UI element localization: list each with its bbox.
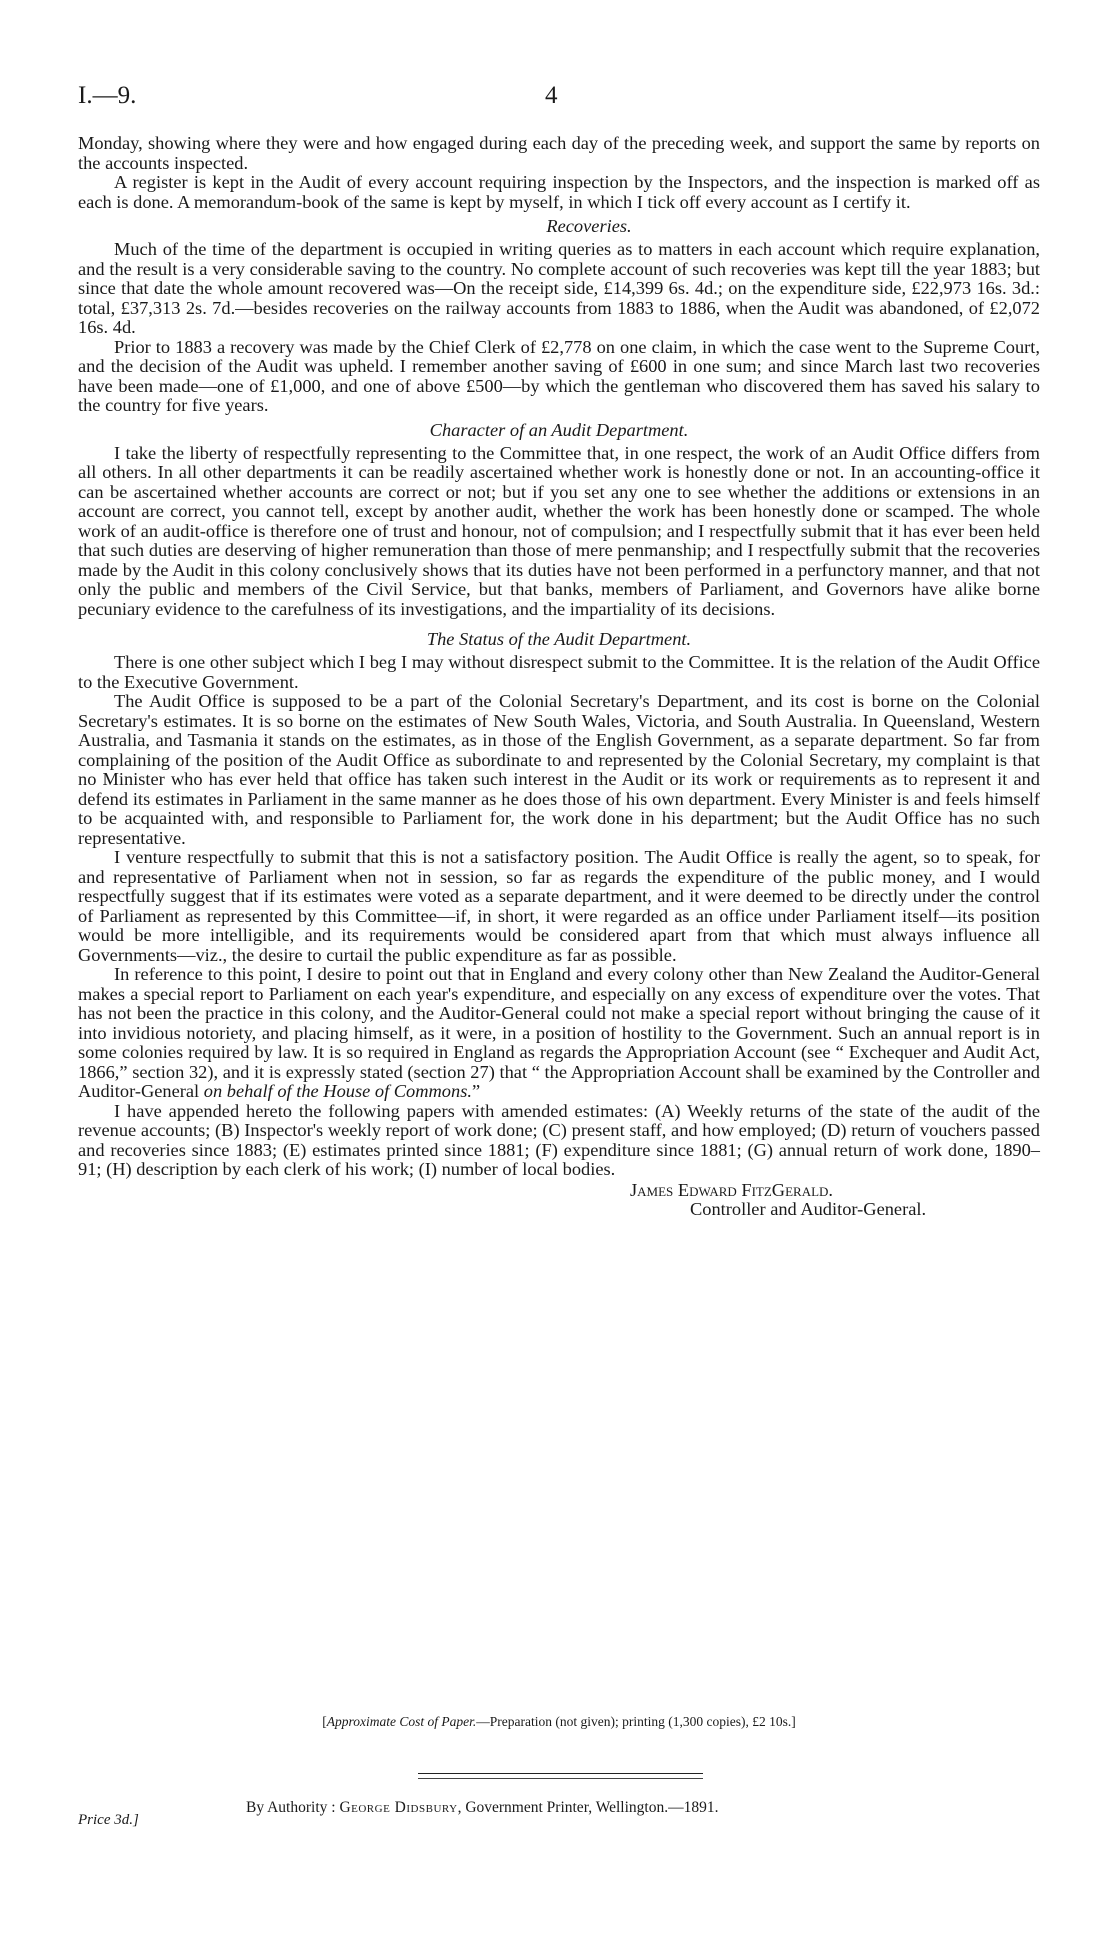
closing-quote: ” (471, 1081, 481, 1101)
document-body (78, 134, 1040, 1220)
cost-label: Approximate Cost of Paper. (326, 1714, 477, 1729)
footer-rule (418, 1773, 703, 1774)
paragraph: I venture respectfully to submit that this is not a satisfactory position. The Audit Office is really the agent, so to speak, for and representative of Parliament when not in session, so far as regards the expenditure of the public money, and I would respectfully suggest that if its estimates were voted as a separate department, and it were deemed to be directly under the control of Parliament as represented by this Committee—if, in short, it were regarded as an office under Parliament itself—its position would be more intelligible, and its requirements would be considered apart from that which must always influence all Governments—viz., the desire to curtail the public expenditure as far as possible. (78, 847, 1040, 965)
section-heading-recoveries: Recoveries. (546, 216, 632, 236)
section-heading-character: Character of an Audit Department. (429, 419, 689, 440)
signature-title: Controller and Auditor-General. (690, 1199, 927, 1219)
cost-of-paper-note: [Approximate Cost of Paper.—Preparation (not given); printing (1,300 copies), £2 10s.] (322, 1714, 796, 1729)
paragraph: Much of the time of the department is occupied in writing queries as to matters in each account which require explanation, and the result is a very considerable saving to the country. No complete account of such recoveries was kept till the year 1883; but since that date the whole amount recovered was—On the receipt side, £14,399 6s. 4d.; on the expenditure side, £22,973 16s. 3d.: total, £37,313 2s. 7d.—besides recoveries on the railway accounts from 1883 to 1886, when the Audit was abandoned, of £2,072 16s. 4d. (78, 239, 1040, 337)
paragraph: Monday, showing where they were and how engaged during each day of the preceding week, and support the same by reports on the accounts inspected. (78, 133, 1040, 173)
paragraph-text: In reference to this point, I desire to point out that in England and every colony other than New Zealand the Auditor-General makes a special report to Parliament on each year's expenditure, and especially on any excess of expenditure over the votes. That has not been the practice in this colony, and the Auditor-General could not make a special report without bringing the cause of it into invidious notoriety, and placing himself, as it were, in a position of hostility to the Government. Such an annual report is in some colonies required by law. It is so required in England as regards the Appropriation Account (see “ Exchequer and Audit Act, 1866,” section 32), and it is expressly stated (section 27) that “ the Appropriation Account shall be examined by the Controller and Auditor-General (78, 964, 1040, 1101)
printer-name: George Didsbury (339, 1799, 458, 1816)
paragraph: I have appended hereto the following papers with amended estimates: (A) Weekly returns of the state of the audit of the revenue accounts; (B) Inspector's weekly report of work done; (C) present staff, and how employed; (D) return of vouchers passed and recoveries since 1883; (E) estimates printed since 1881; (F) expenditure since 1881; (G) annual return of work done, 1890–91; (H) description by each clerk of his work; (I) number of local bodies. (78, 1100, 1040, 1179)
paragraph: A register is kept in the Audit of every account requiring inspection by the Inspectors, and the inspection is marked off as each is done. A memorandum-book of the same is kept by myself, in which I tick off every account as I certify it. (78, 172, 1040, 212)
price-note: Price 3d.] (78, 1812, 139, 1828)
page-number: 4 (545, 82, 558, 109)
emphasis-text: on behalf of the House of Commons. (203, 1081, 472, 1101)
section-heading-status: The Status of the Audit Department. (426, 629, 692, 649)
imprint-prefix: By Authority : (246, 1799, 340, 1816)
paragraph: The Audit Office is supposed to be a part of the Colonial Secretary's Department, and its cost is borne on the Colonial Secretary's estimates. It is so borne on the estimates of New South Wales, Victoria, and South Australia. In Queensland, Western Australia, and Tasmania it stands on the estimates, as in those of the English Government, as a separate department. So far from complaining of the position of the Audit Office as subordinate to and represented by the Colonial Secretary, my complaint is that no Minister who has ever held that office has taken such interest in the Audit or its work or requirements as to represent it and defend its estimates in Parliament in the same manner as he does those of his own department. Every Minister is and feels himself to be acquainted with, and responsible to Parliament for, the work done in his department; but the Audit Office has no such representative. (78, 691, 1040, 848)
page-header (78, 82, 1040, 112)
imprint-suffix: , Government Printer, Wellington.—1891. (457, 1799, 719, 1816)
signature-block (78, 1181, 1040, 1220)
paper-reference: I.—9. (78, 82, 137, 109)
printer-imprint (246, 1799, 718, 1817)
footer-rule-thin (418, 1778, 703, 1779)
paragraph: I take the liberty of respectfully representing to the Committee that, in one respect, the work of an Audit Office differs from all others. In all other departments it can be readily ascertained whether work is honestly done or not. In an accounting-office it can be ascertained whether accounts are correct or not; but if you set any one to see whether the additions or extensions in an account are correct, you cannot tell, except by another audit, whether the work has been honestly done or scamped. The whole work of an audit-office is therefore one of trust and honour, not of compulsion; and I respectfully submit that it has ever been held that such duties are deserving of higher remuneration than those of mere penmanship; and I respectfully submit that the recoveries made by the Audit in this colony conclusively shows that its duties have not been performed in a perfunctory manner, and that not only the public and members of the Civil Service, but that banks, members of Parliament, and Governors have alike borne pecuniary evidence to the carefulness of its investigations, and the impartiality of its decisions. (78, 442, 1040, 619)
paragraph: Prior to 1883 a recovery was made by the Chief Clerk of £2,778 on one claim, in which the case went to the Supreme Court, and the decision of the Audit was upheld. I remember another saving of £600 in one sum; and since March last two recoveries have been made—one of £1,000, and one of above £500—by which the gentleman who discovered them has saved his salary to the country for five years. (78, 336, 1040, 415)
paragraph: There is one other subject which I beg I may without disrespect submit to the Committee. It is the relation of the Audit Office to the Executive Government. (78, 652, 1040, 692)
signature-name: James Edward FitzGerald. (630, 1179, 834, 1200)
cost-text: —Preparation (not given); printing (1,300 copies), £2 10s. (476, 1714, 792, 1729)
paragraph (78, 965, 1040, 1102)
